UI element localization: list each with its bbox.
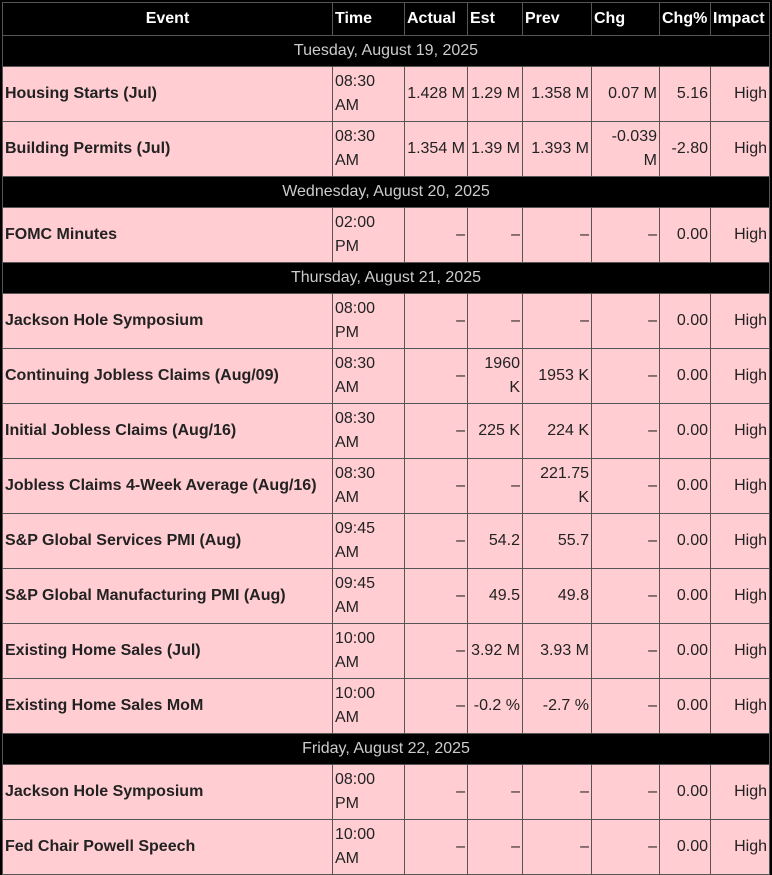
- chg-percent-cell: 0.00: [660, 624, 711, 679]
- date-header-row: [3, 263, 770, 294]
- prev-cell: 224 K: [523, 404, 592, 459]
- table-row: [3, 404, 770, 459]
- est-cell: 225 K: [468, 404, 523, 459]
- chg-cell: 0.07 M: [592, 67, 660, 122]
- event-cell: Fed Chair Powell Speech: [3, 820, 333, 875]
- est-cell: –: [468, 820, 523, 875]
- table-row: [3, 122, 770, 177]
- est-cell: –: [468, 294, 523, 349]
- event-cell: Jackson Hole Symposium: [3, 294, 333, 349]
- est-cell: 3.92 M: [468, 624, 523, 679]
- date-header: Wednesday, August 20, 2025: [3, 177, 770, 208]
- chg-cell: –: [592, 514, 660, 569]
- chg-percent-cell: 0.00: [660, 349, 711, 404]
- actual-cell: –: [405, 514, 468, 569]
- impact-cell: High: [711, 404, 770, 459]
- time-cell: 09:45 AM: [333, 514, 405, 569]
- est-cell: 49.5: [468, 569, 523, 624]
- table-row: [3, 208, 770, 263]
- impact-cell: High: [711, 765, 770, 820]
- event-cell: Jobless Claims 4-Week Average (Aug/16): [3, 459, 333, 514]
- table-row: [3, 569, 770, 624]
- chg-percent-cell: 5.16: [660, 67, 711, 122]
- chg-percent-cell: 0.00: [660, 820, 711, 875]
- column-header-impact: Impact: [711, 3, 770, 36]
- table-row: [3, 67, 770, 122]
- chg-percent-cell: 0.00: [660, 569, 711, 624]
- chg-cell: –: [592, 765, 660, 820]
- event-cell: FOMC Minutes: [3, 208, 333, 263]
- actual-cell: –: [405, 294, 468, 349]
- time-cell: 08:30 AM: [333, 349, 405, 404]
- time-cell: 08:30 AM: [333, 459, 405, 514]
- economic-calendar-table: [2, 2, 770, 875]
- impact-cell: High: [711, 820, 770, 875]
- time-cell: 10:00 AM: [333, 679, 405, 734]
- impact-cell: High: [711, 67, 770, 122]
- chg-percent-cell: 0.00: [660, 514, 711, 569]
- est-cell: –: [468, 765, 523, 820]
- column-header-chg-percent: Chg%: [660, 3, 711, 36]
- chg-percent-cell: 0.00: [660, 459, 711, 514]
- prev-cell: -2.7 %: [523, 679, 592, 734]
- column-header-est: Est: [468, 3, 523, 36]
- impact-cell: High: [711, 514, 770, 569]
- event-cell: Existing Home Sales (Jul): [3, 624, 333, 679]
- event-cell: Housing Starts (Jul): [3, 67, 333, 122]
- chg-cell: –: [592, 624, 660, 679]
- prev-cell: 3.93 M: [523, 624, 592, 679]
- table-row: [3, 349, 770, 404]
- time-cell: 08:30 AM: [333, 67, 405, 122]
- time-cell: 10:00 AM: [333, 624, 405, 679]
- chg-percent-cell: 0.00: [660, 765, 711, 820]
- impact-cell: High: [711, 294, 770, 349]
- est-cell: –: [468, 208, 523, 263]
- actual-cell: –: [405, 679, 468, 734]
- chg-cell: –: [592, 294, 660, 349]
- column-header-event: Event: [3, 3, 333, 36]
- header-row: [3, 3, 770, 36]
- actual-cell: 1.428 M: [405, 67, 468, 122]
- impact-cell: High: [711, 349, 770, 404]
- prev-cell: –: [523, 765, 592, 820]
- actual-cell: –: [405, 208, 468, 263]
- chg-percent-cell: -2.80: [660, 122, 711, 177]
- table-row: [3, 679, 770, 734]
- actual-cell: 1.354 M: [405, 122, 468, 177]
- actual-cell: –: [405, 569, 468, 624]
- time-cell: 08:00 PM: [333, 765, 405, 820]
- table-row: [3, 294, 770, 349]
- chg-cell: –: [592, 349, 660, 404]
- impact-cell: High: [711, 122, 770, 177]
- est-cell: -0.2 %: [468, 679, 523, 734]
- chg-cell: –: [592, 404, 660, 459]
- event-cell: Building Permits (Jul): [3, 122, 333, 177]
- prev-cell: –: [523, 294, 592, 349]
- chg-cell: –: [592, 820, 660, 875]
- actual-cell: –: [405, 624, 468, 679]
- event-cell: Jackson Hole Symposium: [3, 765, 333, 820]
- time-cell: 09:45 AM: [333, 569, 405, 624]
- time-cell: 08:00 PM: [333, 294, 405, 349]
- actual-cell: –: [405, 820, 468, 875]
- event-cell: S&P Global Manufacturing PMI (Aug): [3, 569, 333, 624]
- actual-cell: –: [405, 349, 468, 404]
- date-header: Friday, August 22, 2025: [3, 734, 770, 765]
- column-header-chg: Chg: [592, 3, 660, 36]
- est-cell: 54.2: [468, 514, 523, 569]
- chg-cell: –: [592, 679, 660, 734]
- time-cell: 02:00 PM: [333, 208, 405, 263]
- table-row: [3, 820, 770, 875]
- impact-cell: High: [711, 208, 770, 263]
- date-header-row: [3, 177, 770, 208]
- date-header: Thursday, August 21, 2025: [3, 263, 770, 294]
- event-cell: Continuing Jobless Claims (Aug/09): [3, 349, 333, 404]
- est-cell: 1.39 M: [468, 122, 523, 177]
- prev-cell: –: [523, 820, 592, 875]
- prev-cell: 1.393 M: [523, 122, 592, 177]
- actual-cell: –: [405, 459, 468, 514]
- column-header-prev: Prev: [523, 3, 592, 36]
- impact-cell: High: [711, 459, 770, 514]
- table-row: [3, 459, 770, 514]
- chg-cell: -0.039 M: [592, 122, 660, 177]
- column-header-time: Time: [333, 3, 405, 36]
- event-cell: Initial Jobless Claims (Aug/16): [3, 404, 333, 459]
- chg-cell: –: [592, 569, 660, 624]
- prev-cell: 49.8: [523, 569, 592, 624]
- chg-percent-cell: 0.00: [660, 294, 711, 349]
- chg-percent-cell: 0.00: [660, 208, 711, 263]
- date-header-row: [3, 734, 770, 765]
- calendar-body: [3, 36, 770, 875]
- actual-cell: –: [405, 404, 468, 459]
- impact-cell: High: [711, 624, 770, 679]
- table-row: [3, 514, 770, 569]
- event-cell: Existing Home Sales MoM: [3, 679, 333, 734]
- date-header: Tuesday, August 19, 2025: [3, 36, 770, 67]
- est-cell: –: [468, 459, 523, 514]
- est-cell: 1.29 M: [468, 67, 523, 122]
- chg-percent-cell: 0.00: [660, 679, 711, 734]
- est-cell: 1960 K: [468, 349, 523, 404]
- prev-cell: 55.7: [523, 514, 592, 569]
- chg-percent-cell: 0.00: [660, 404, 711, 459]
- prev-cell: –: [523, 208, 592, 263]
- actual-cell: –: [405, 765, 468, 820]
- time-cell: 08:30 AM: [333, 404, 405, 459]
- column-header-actual: Actual: [405, 3, 468, 36]
- prev-cell: 221.75 K: [523, 459, 592, 514]
- date-header-row: [3, 36, 770, 67]
- event-cell: S&P Global Services PMI (Aug): [3, 514, 333, 569]
- time-cell: 08:30 AM: [333, 122, 405, 177]
- chg-cell: –: [592, 208, 660, 263]
- table-row: [3, 765, 770, 820]
- prev-cell: 1953 K: [523, 349, 592, 404]
- prev-cell: 1.358 M: [523, 67, 592, 122]
- impact-cell: High: [711, 679, 770, 734]
- impact-cell: High: [711, 569, 770, 624]
- table-row: [3, 624, 770, 679]
- time-cell: 10:00 AM: [333, 820, 405, 875]
- chg-cell: –: [592, 459, 660, 514]
